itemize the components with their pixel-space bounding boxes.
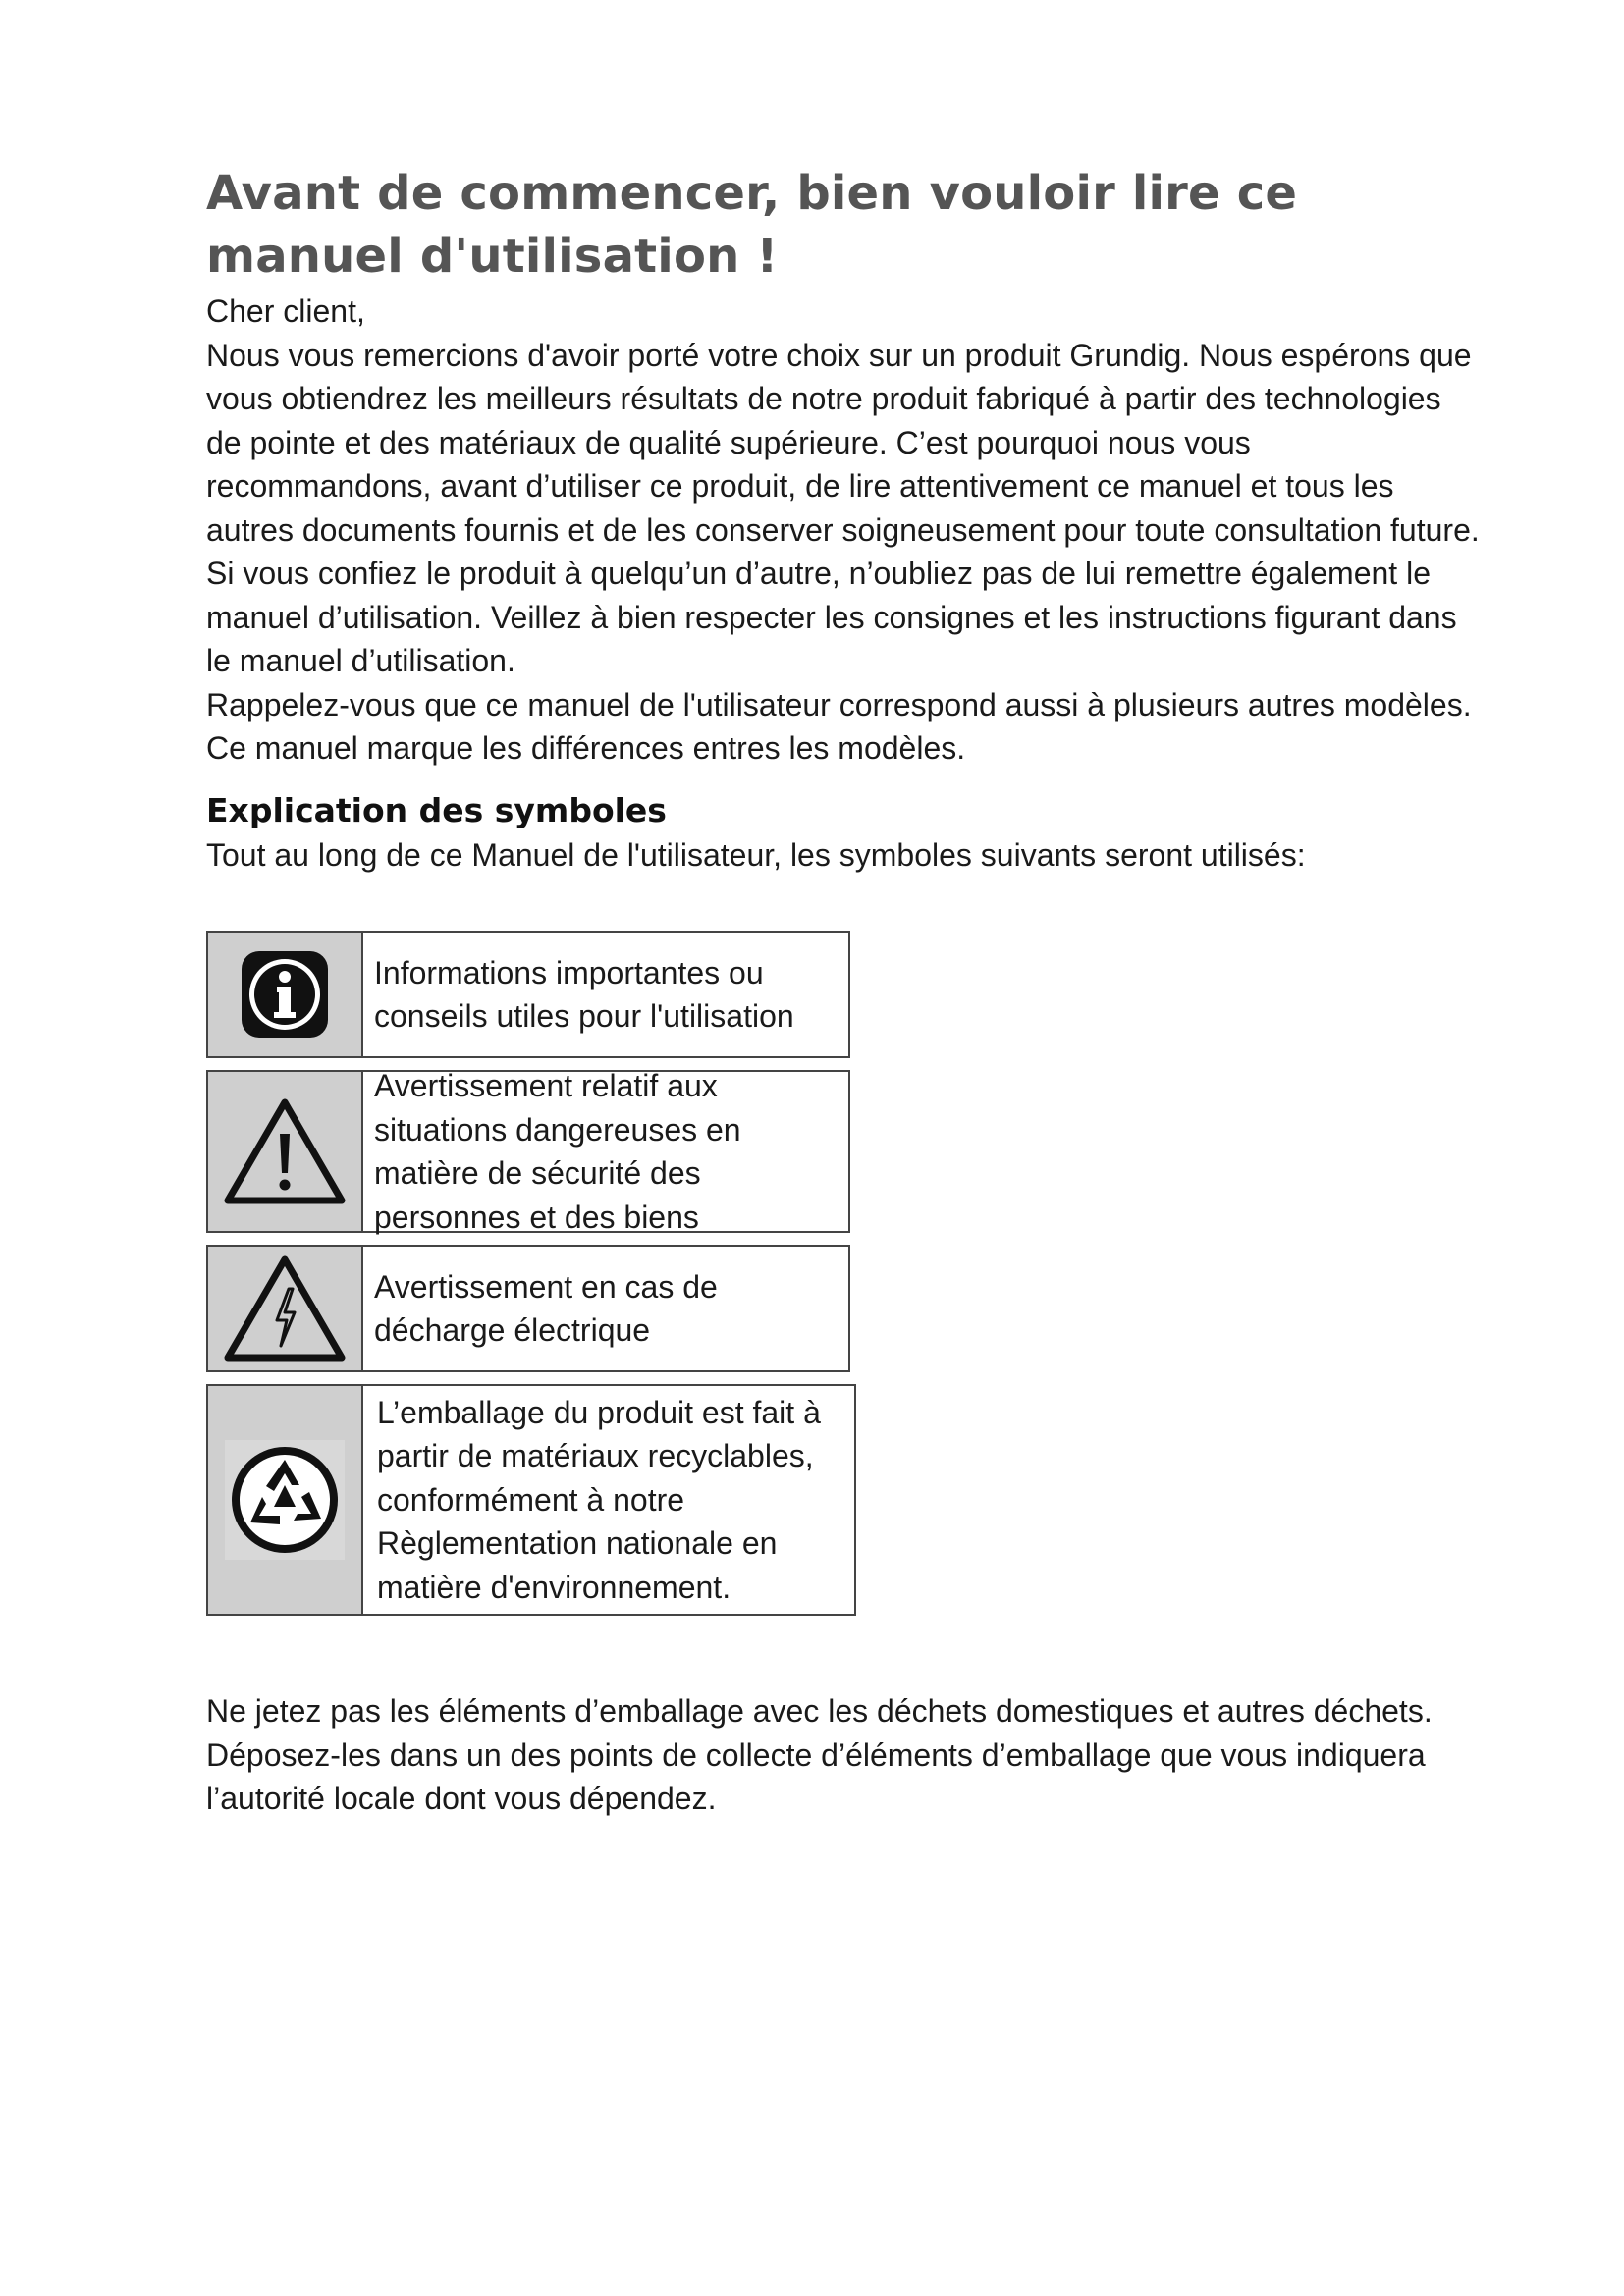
section-heading-symbols: Explication des symboles — [206, 790, 667, 829]
recycling-icon — [208, 1386, 363, 1614]
symbol-text-info: Informations importantes ou conseils utiles pour l'utilisation — [374, 954, 794, 1034]
intro-paragraph-1: Nous vous remercions d'avoir porté votre choix sur un produit Grundig. Nous espérons que vous obtiendrez les meilleurs résultats de notre produit fabriqué à partir des technologies de pointe et des matériaux de qualité supérieure. C’est pourquoi nous vous recommandons, avant d’utiliser ce produit, de lire attentivement ce manuel et tous les autres documents fournis et de les conserver soigneusement pour toute consultation future. Si vous confiez le produit à quelqu’un d’autre, n’oubliez pas de lui remettre également le manuel d’utilisation. Veillez à bien respecter les consignes et les instructions figurant dans le manuel d’utilisation. — [206, 337, 1480, 678]
manual-page — [206, 162, 1483, 1821]
intro-paragraph-2: Rappelez-vous que ce manuel de l'utilisateur correspond aussi à plusieurs autres modèles. Ce manuel marque les différences entres les modèles. — [206, 686, 1472, 766]
symbol-text-recycling: L’emballage du produit est fait à partir de matériaux recyclables, conformément à notre Règlementation nationale en matière d'environnement. — [377, 1394, 821, 1605]
warning-triangle-icon — [208, 1072, 363, 1231]
page-title: Avant de commencer, bien vouloir lire ce manuel d'utilisation ! — [206, 166, 1298, 284]
info-icon — [208, 933, 363, 1056]
symbol-row-electric — [206, 1245, 850, 1372]
symbol-row-warning — [206, 1070, 850, 1233]
intro-text — [206, 334, 1483, 771]
symbol-text-warning: Avertissement relatif aux situations dangereuses en matière de sécurité des personnes et des biens — [374, 1068, 741, 1235]
symbols-intro: Tout au long de ce Manuel de l'utilisateur, les symboles suivants seront utilisés: — [206, 836, 1306, 873]
symbols-table — [206, 931, 1483, 1616]
symbol-row-info — [206, 931, 850, 1058]
electric-shock-icon — [208, 1247, 363, 1370]
symbol-row-recycling — [206, 1384, 856, 1616]
closing-paragraph: Ne jetez pas les éléments d’emballage avec les déchets domestiques et autres déchets. Déposez-les dans un des points de collecte d’éléments d’emballage que vous indiquera l’autorité locale dont vous dépendez. — [206, 1693, 1433, 1816]
greeting: Cher client, — [206, 294, 365, 329]
symbol-text-electric: Avertissement en cas de décharge électrique — [374, 1268, 718, 1348]
